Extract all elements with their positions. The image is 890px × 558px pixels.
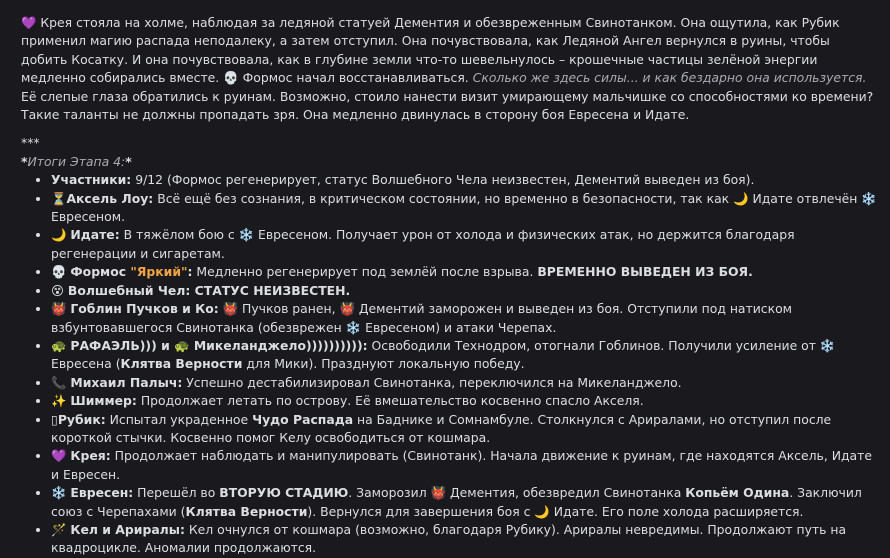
ogre-face-icon: 👹: [51, 301, 67, 317]
list-item: • 🐢 РАФАЭЛЬ))) и 🐢 Микеланджело)))))))))): Освободили Технодром, отогнали Гоблинов. Получили усиление от ❄️ Евресена (Клятва Верности для Мики). Празднуют локальную победу.: [51, 337, 880, 374]
list-item: • 🪄 Кел и Ариралы: Кел очнулся от кошмара (возможно, благодаря Рубику). Ариралы невредимы. Продолжают путь на квадроцикле. Аномалии продолжаются.: [51, 521, 880, 558]
ogre-face-icon: 👹: [430, 485, 446, 501]
list-item: • ❄️ Евресен: Перешёл во ВТОРУЮ СТАДИЮ. Заморозил 👹 Дементия, обезвредил Свинотанка Копьём Одина. Заключил союз с Черепахами (Клятва Верности). Вернулся для завершения боя с 🌙 Идате. Его поле холода расширяется.: [51, 484, 880, 521]
list-item: • 💜 Крея: Продолжает наблюдать и манипулировать (Свинотанк). Начала движение к руинам, где находятся Аксель, Идате и Евресен.: [51, 447, 880, 484]
hourglass-icon: ⏳: [51, 190, 67, 206]
list-item: • Участники: 9/12 (Формос регенерирует, статус Волшебного Чела неизвестен, Дементий выведен из боя).: [51, 171, 880, 189]
separator: ***: [21, 135, 40, 151]
list-item: • ✨ Шиммер: Продолжает летать по острову. Её вмешательство косвенно спасло Акселя.: [51, 392, 880, 410]
wand-icon: 🪄: [51, 521, 67, 537]
list-item: • 🌙 Идате: В тяжёлом бою с ❄️ Евресеном. Получает урон от холода и физических атак, но держится благодаря регенерации и сигаретам.: [51, 226, 880, 263]
turtle-icon: 🐢: [174, 337, 190, 353]
list-item: • 😵 Волшебный Чел: СТАТУС НЕИЗВЕСТЕН.: [51, 282, 880, 300]
snowflake-icon: ❄️: [861, 190, 877, 206]
list-item: • 💀 Формос "Яркий": Медленно регенерирует под землёй после взрыва. ВРЕМЕННО ВЫВЕДЕН ИЗ БОЯ.: [51, 263, 880, 281]
crescent-moon-icon: 🌙: [534, 503, 550, 519]
list-item: • 📞 Михаил Палыч: Успешно дестабилизировал Свинотанка, переключился на Микеланджело.: [51, 374, 880, 392]
snowflake-icon: ❄️: [345, 319, 362, 335]
intro-paragraph: 💜 Крея стояла на холме, наблюдая за ледяной статуей Дементия и обезвреженным Свинотанком. Она ощутила, как Рубик применил магию распада неподалеку, а затем отступил. Она почувствовала, как Ледяной Ангел вернулся в руины, чтобы добить Косатку. И она почувствовала, как в глубине земли что-то шевельнулось – крошечные частицы зелёной энергии медленно собирались вместе. 💀 Формос начал восстанавливаться. Сколько же здесь силы... и как бездарно она используется. Её слепые глаза обратились к руинам. Возможно, стоило нанести визит умирающему мальчишке со способностями ко времени? Такие таланты не должны пропадать зря. Она медленно двинулась в сторону боя Евресена и Идате.: [21, 15, 874, 123]
ogre-face-icon: 👹: [222, 301, 239, 317]
skull-icon: 💀: [223, 70, 239, 86]
crescent-moon-icon: 🌙: [733, 190, 749, 206]
skull-icon: 💀: [51, 264, 67, 280]
purple-heart-icon: 💜: [51, 448, 67, 464]
snowflake-icon: ❄️: [238, 227, 255, 243]
list-item: • 👹 Гоблин Пучков и Ко: 👹 Пучков ранен, 👹 Дементий заморожен и выведен из боя. Отступили под натиском взбунтовавшегося Свинотанка (обезврежен ❄️ Евресеном) и атаки Черепах.: [51, 300, 880, 337]
summary-list: [21, 171, 880, 558]
turtle-icon: 🐢: [51, 337, 67, 353]
snowflake-icon: ❄️: [51, 485, 67, 501]
crescent-moon-icon: 🌙: [51, 227, 67, 243]
dizzy-face-icon: 😵: [51, 282, 64, 298]
missing-glyph-icon: ▯: [51, 411, 58, 427]
ogre-face-icon: 👹: [339, 301, 355, 317]
list-item: • ⏳Аксель Лоу: Всё ещё без сознания, в критическом состоянии, но временно в безопасности, так как 🌙 Идате отвлечён ❄️ Евресеном.: [51, 190, 880, 227]
snowflake-icon: ❄️: [819, 337, 836, 353]
telephone-icon: 📞: [51, 374, 67, 390]
list-item: • ▯Рубик: Испытал украденное Чудо Распада на Баднике и Сомнамбуле. Столкнулся с Ариралами, но отступил после короткой стычки. Косвенно помог Келу освободиться от кошмара.: [51, 411, 880, 448]
purple-heart-icon: 💜: [21, 15, 37, 30]
summary-title: *Итоги Этапа 4:*: [21, 153, 132, 169]
sparkles-icon: ✨: [51, 393, 67, 409]
